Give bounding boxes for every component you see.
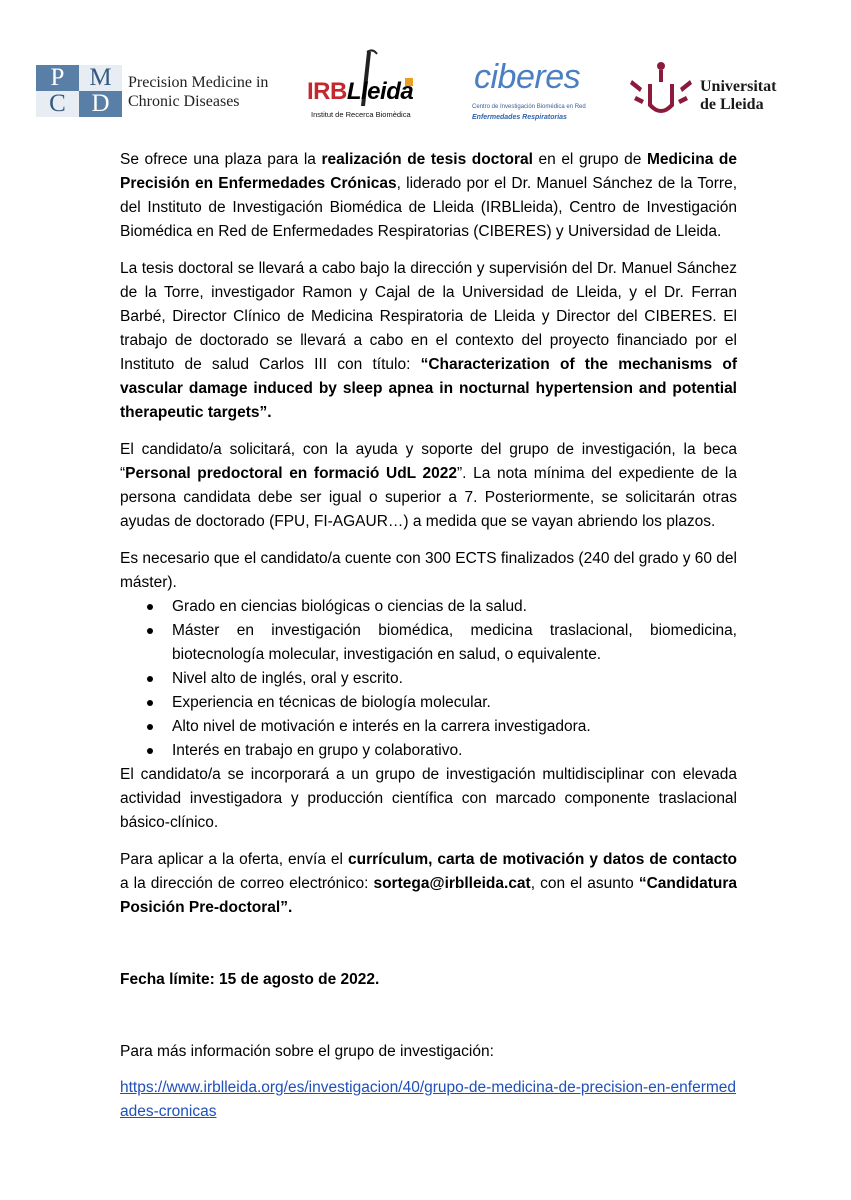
ects-paragraph: Es necesario que el candidato/a cuente con 300 ECTS finalizados (240 del grado y 60 del máster).: [120, 550, 737, 591]
more-info-text: Para más información sobre el grupo de investigación:: [120, 1043, 494, 1060]
list-item: Experiencia en técnicas de biología molecular.: [120, 691, 737, 715]
pmcd-letter: D: [91, 90, 110, 117]
text: en el grupo de: [532, 151, 647, 168]
ciberes-wordmark: ciberes: [474, 58, 581, 96]
list-item: Interés en trabajo en grupo y colaborativo.: [120, 739, 737, 763]
deadline-text: Fecha límite: 15 de agosto de 2022.: [120, 971, 380, 988]
text: Para aplicar a la oferta, envía el: [120, 851, 348, 868]
ciberes-subtitle-2: Enfermedades Respiratorias: [472, 114, 567, 121]
irb-subtitle: Institut de Recerca Biomèdica: [311, 110, 411, 119]
list-item: Nivel alto de inglés, oral y escrito.: [120, 667, 737, 691]
irb-red: IRB: [307, 78, 347, 105]
group-paragraph: El candidato/a se incorporará a un grupo de investigación multidisciplinar con elevada actividad investigadora y producción científica con marcado componente traslacional básico-clínico.: [120, 766, 737, 831]
text: ”. La nota mínima del expediente de la persona candidata debe ser igual o superior a 7. Posteriormente, se solicitarán otras ayudas de doctorado (FPU, FI-AGAUR…) a medida que se vayan abriendo los plazos.: [120, 465, 737, 530]
list-item: Alto nivel de motivación e interés en la carrera investigadora.: [120, 715, 737, 739]
udl-name: [700, 78, 776, 114]
supervision-paragraph: [120, 257, 737, 425]
document-body: [120, 148, 737, 1124]
ciberes-subtitle: Centro de Investigación Biomédica en Red: [472, 104, 586, 110]
scholarship-paragraph: [120, 438, 737, 534]
bold-text: Personal predoctoral en formació UdL 2022: [125, 465, 457, 482]
udl-name-line2: de Lleida: [700, 96, 764, 113]
bold-text: Medicina de Precisión en Enfermedades Crónicas: [120, 151, 737, 192]
pmcd-name-line1: Precision Medicine in: [128, 74, 269, 91]
text: a la dirección de correo electrónico:: [120, 875, 374, 892]
pmcd-monogram: [36, 65, 122, 117]
pmcd-name: [128, 73, 268, 111]
irb-wordmark: [307, 78, 413, 106]
pmcd-letter: P: [50, 64, 65, 91]
pmcd-letter: M: [89, 64, 112, 91]
irblleida-logo: [307, 48, 425, 128]
text: La tesis doctoral se llevará a cabo bajo la dirección y supervisión del Dr. Manuel Sánchez de la Torre, investigador Ramon y Cajal de la Universidad de Lleida, y el Dr. Ferran Barbé, Director Clínico de Medicina Respiratoria de Lleida y Director del CIBERES. El trabajo de doctorado se llevará a cabo en el contexto del proyecto financiado por el Instituto de salud Carlos III con título:: [120, 260, 737, 373]
group-website-link[interactable]: https://www.irblleida.org/es/investigacion/40/grupo-de-medicina-de-precision-en-enfermedades-cronicas: [120, 1079, 737, 1120]
apply-paragraph: [120, 848, 737, 920]
bold-text: realización de tesis doctoral: [321, 151, 533, 168]
udl-emblem-icon: [628, 60, 694, 124]
deadline: [120, 968, 737, 992]
udl-logo: [628, 60, 798, 124]
project-title: “Characterization of the mechanisms of vascular damage induced by sleep apnea in nocturnal hypertension and potential therapeutic targets”.: [120, 356, 737, 421]
udl-name-line1: Universitat: [700, 78, 777, 95]
ciberes-logo: [472, 58, 592, 128]
pmcd-logo: [36, 65, 286, 117]
list-item: Grado en ciencias biológicas o ciencias de la salud.: [120, 595, 737, 619]
logo-header: [36, 48, 796, 128]
text: El candidato/a solicitará, con la ayuda y soporte del grupo de investigación, la beca “: [120, 441, 737, 482]
text: , liderado por el Dr. Manuel Sánchez de la Torre, del Instituto de Investigación Biomédica de Lleida (IRBLleida), Centro de Investigación Biomédica en Red de Enfermedades Respiratorias (CIBERES) y Universidad de Lleida.: [120, 175, 738, 240]
text: Se ofrece una plaza para la: [120, 151, 322, 168]
list-item: Máster en investigación biomédica, medicina traslacional, biomedicina, biotecnología molecular, investigación en salud, o equivalente.: [120, 619, 737, 667]
pmcd-letter: C: [49, 90, 66, 117]
contact-email[interactable]: sortega@irblleida.cat: [373, 875, 531, 892]
pmcd-name-line2: Chronic Diseases: [128, 93, 240, 110]
email-subject: “Candidatura Posición Pre-doctoral”.: [120, 875, 738, 916]
intro-paragraph: [120, 148, 737, 244]
text: , con el asunto: [530, 875, 639, 892]
requirements-list: [120, 595, 737, 763]
bold-text: currículum, carta de motivación y datos de contacto: [348, 851, 737, 868]
irb-black: Lleida: [346, 78, 414, 105]
